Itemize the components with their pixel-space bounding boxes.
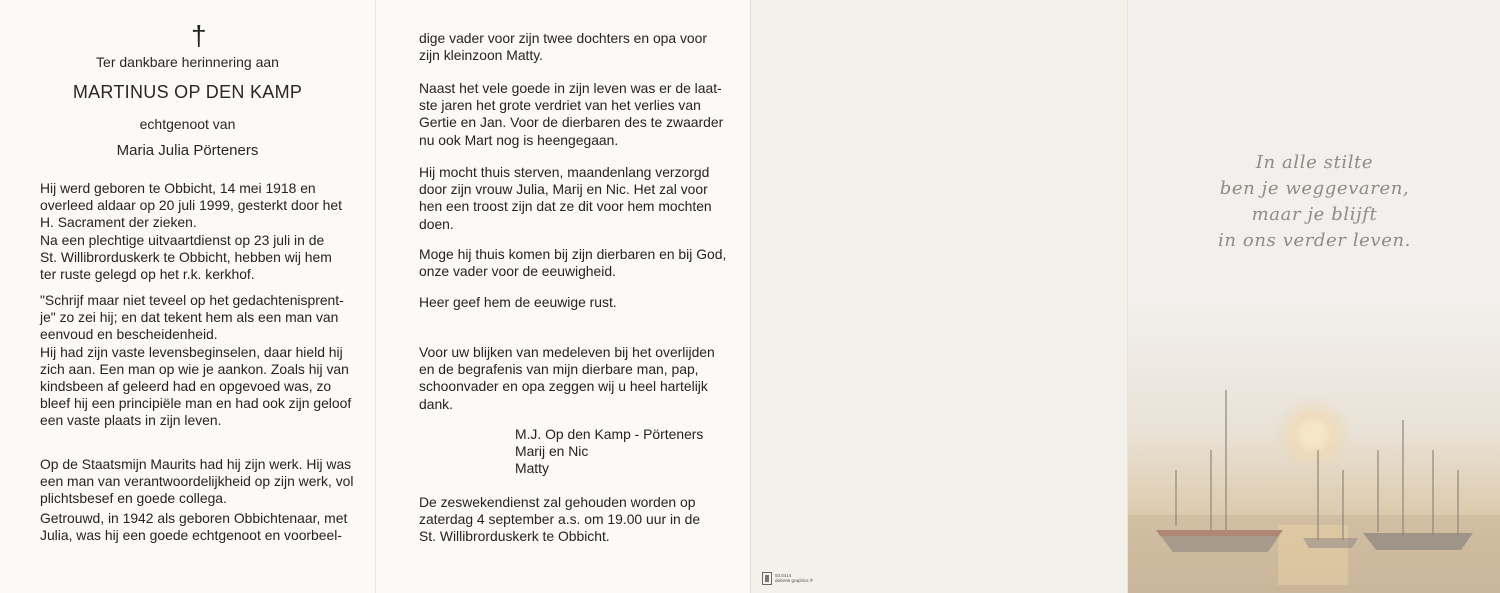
family-paragraph: dige vader voor zijn twee dochters en opa voor zijn kleinzoon Matty. — [419, 30, 708, 64]
deceased-name: MARTINUS OP DEN KAMP — [72, 82, 303, 102]
front-cover-page — [1127, 0, 1500, 593]
intro-line: Ter dankbare herinnering aan — [96, 54, 279, 70]
cross-icon: † — [191, 20, 207, 51]
left-text-page — [0, 0, 375, 593]
loss-paragraph: Naast het vele goede in zijn leven was er de laat- ste jaren het grote verdriet van het verlies van Gertie en Jan. Voor de dierbaren des te zwaarder nu ook Mart nog is heengegaan. — [419, 80, 724, 148]
service-notice: De zeswekendienst zal gehouden worden op zaterdag 4 september a.s. om 19.00 uur in de St. Willibrorduskerk te Obbicht. — [419, 494, 701, 545]
thanks-paragraph: Voor uw blijken van medeleven bij het overlijden en de begrafenis van mijn dierbare man, pap, schoonvader en opa zeggen wij u heel hartelijk dank. — [419, 344, 715, 412]
work-paragraph: Op de Staatsmijn Maurits had hij zijn werk. Hij was een man van verantwoordelijkheid op zijn werk, vol plichtsbesef en goede collega. — [40, 456, 354, 507]
harbor-sunset-painting — [1128, 300, 1500, 593]
spouse-of-label: echtgenoot van — [139, 116, 236, 132]
character-paragraph: "Schrijf maar niet teveel op het gedachtenisprent- je" zo zei hij; en dat tekent hem als een man van eenvoud en bescheidenheid. Hij had zijn vaste levensbeginselen, daar hield hij zich aan. Een man op wie je aankon. Zoals hij van kindsbeen af geleerd had en opgevoed was, zo bleef hij een principiële man en had ook zijn geloof een vaste plaats in zijn leven. — [40, 292, 352, 429]
spouse-name: Maria Julia Pörteners — [116, 142, 259, 159]
rest-prayer-line: Heer geef hem de eeuwige rust. — [419, 294, 617, 310]
signatories: M.J. Op den Kamp - Pörteners Marij en Nic Matty — [515, 426, 704, 477]
prayer-paragraph: Moge hij thuis komen bij zijn dierbaren en bij God, onze vader voor de eeuwigheid. — [419, 246, 727, 280]
cover-poem: In alle stilte ben je weggevaren, maar je blijft in ons verder leven. — [1218, 152, 1411, 251]
marriage-paragraph: Getrouwd, in 1942 als geboren Obbichtenaar, met Julia, was hij een goede echtgenoot en voorbeel- — [40, 510, 348, 544]
care-paragraph: Hij mocht thuis sterven, maandenlang verzorgd door zijn vrouw Julia, Marij en Nic. Het zal voor hen een troost zijn dat ze dit voor hem mochten doen. — [419, 164, 712, 232]
printer-mark — [762, 571, 820, 585]
printer-logo-icon — [762, 572, 772, 585]
biography-paragraph: Hij werd geboren te Obbicht, 14 mei 1918 en overleed aldaar op 20 juli 1999, gesterkt door het H. Sacrament der zieken. Na een plechtige uitvaartdienst op 23 juli in de St. Willibrorduskerk te Obbicht, hebben wij hem ter ruste gelegd op het r.k. kerkhof. — [40, 180, 342, 283]
blank-cover-page — [750, 0, 1128, 593]
middle-text-page — [375, 0, 751, 593]
printer-mark-text: 93.0414 deberte graphics ® — [775, 573, 814, 583]
